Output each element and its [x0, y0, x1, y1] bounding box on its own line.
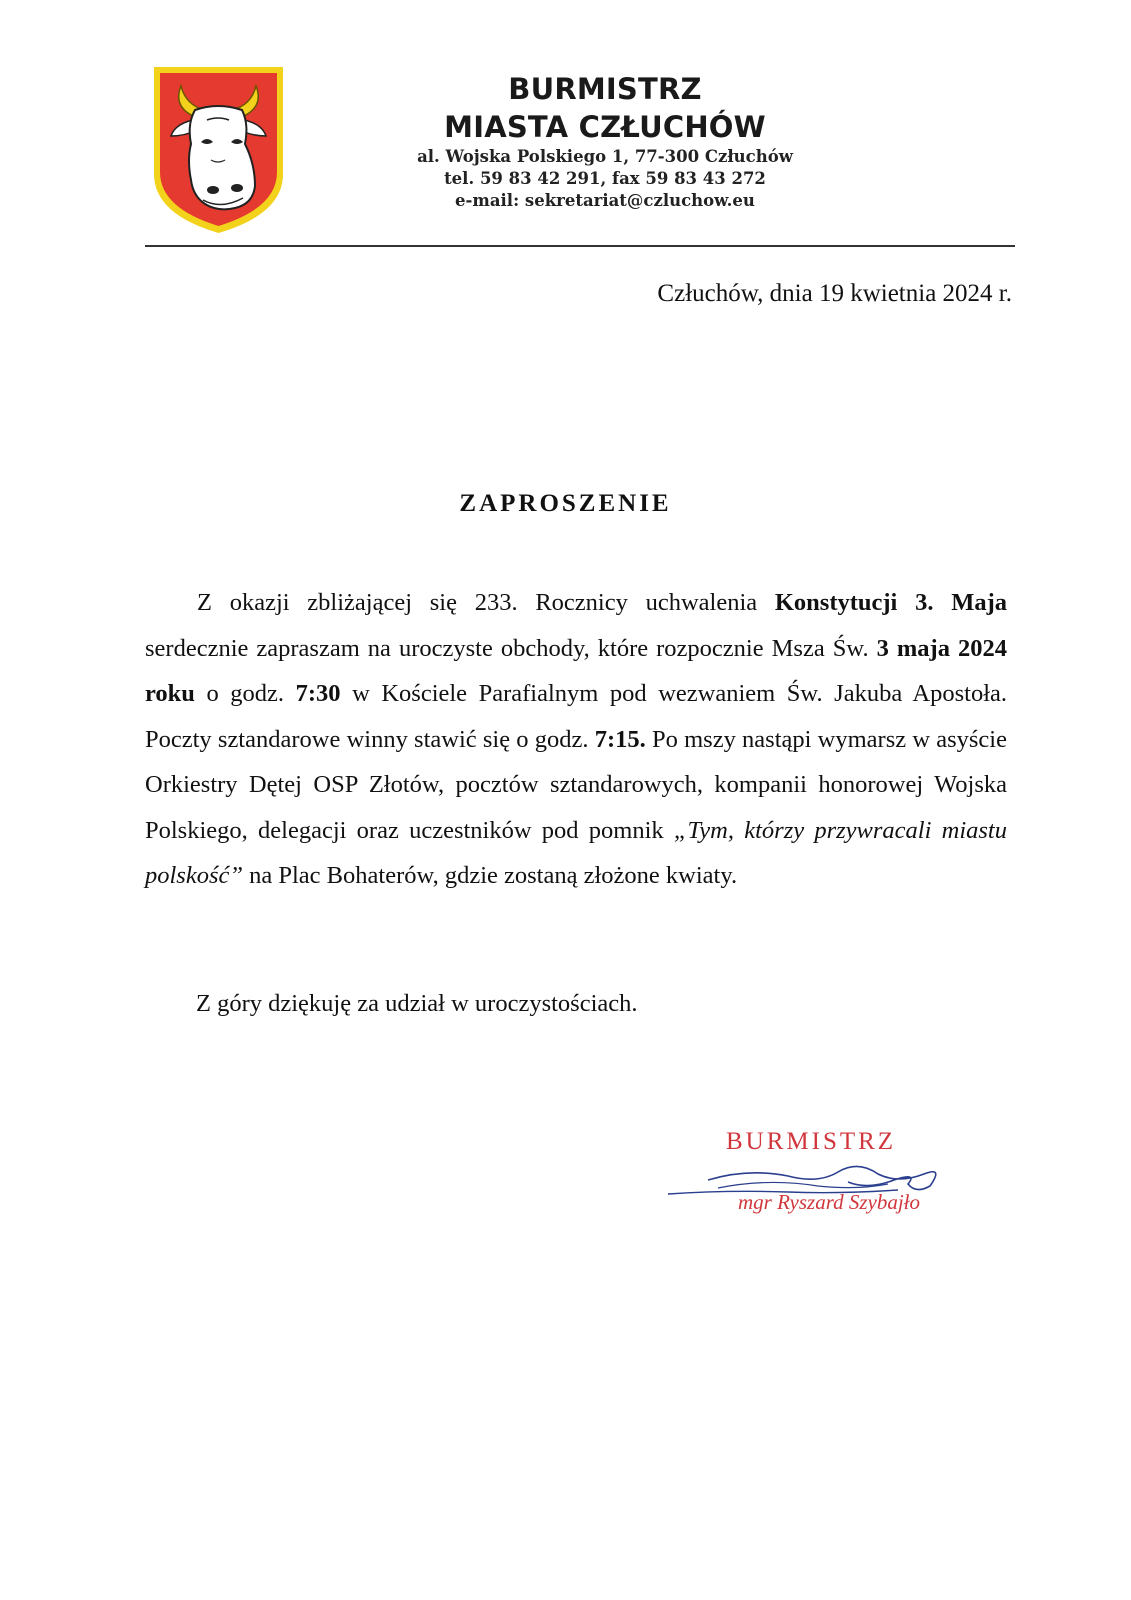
- body-text: w Kościele Parafialnym pod wezwaniem Św. Jakuba Apostoła. Poczty sztandarowe winny stawić się o godz.: [145, 680, 1008, 753]
- body-bold-time: 7:15.: [594, 725, 646, 753]
- office-city: MIASTA CZŁUCHÓW: [444, 110, 766, 144]
- body-text: o godz.: [194, 680, 296, 707]
- body-text: serdecznie zapraszam na uroczyste obchody, które rozpocznie Msza Św.: [145, 634, 877, 662]
- body-bold: Konstytucji 3. Maja: [774, 589, 1007, 616]
- body-text: Z okazji zbliżającej się 233. Rocznicy uchwalenia: [197, 589, 775, 616]
- date-line: Człuchów, dnia 19 kwietnia 2024 r.: [657, 280, 1012, 307]
- closing-line: Z góry dziękuję za udział w uroczystościach.: [196, 990, 638, 1017]
- letterhead: [390, 70, 820, 212]
- monument-name: „Tym, którzy przywracali miastu polskość”: [145, 816, 1007, 889]
- office-email: e-mail: sekretariat@czluchow.eu: [455, 191, 755, 210]
- signature-stamp-name: mgr Ryszard Szybajło: [738, 1190, 921, 1214]
- invitation-body: [145, 580, 1007, 899]
- office-address: al. Wojska Polskiego 1, 77-300 Człuchów: [417, 147, 793, 166]
- body-bold-date: 3 maja 2024 roku: [145, 634, 1007, 707]
- signature-stamp-office: BURMISTRZ: [726, 1128, 897, 1155]
- office-phone-fax: tel. 59 83 42 291, fax 59 83 43 272: [444, 169, 766, 188]
- document-title: ZAPROSZENIE: [459, 490, 672, 517]
- body-text: na Plac Bohaterów, gdzie zostaną złożone kwiaty.: [243, 862, 738, 889]
- body-text: Po mszy nastąpi wymarsz w asyście Orkiestry Dętej OSP Złotów, pocztów sztandarowych, kompanii honorowej Wojska Polskiego, delegacji oraz uczestników pod pomnik: [145, 725, 1007, 844]
- header-divider: [145, 245, 1015, 247]
- coat-of-arms-icon: [151, 64, 286, 236]
- body-bold-time: 7:30: [295, 680, 341, 707]
- office-title: BURMISTRZ: [508, 72, 702, 106]
